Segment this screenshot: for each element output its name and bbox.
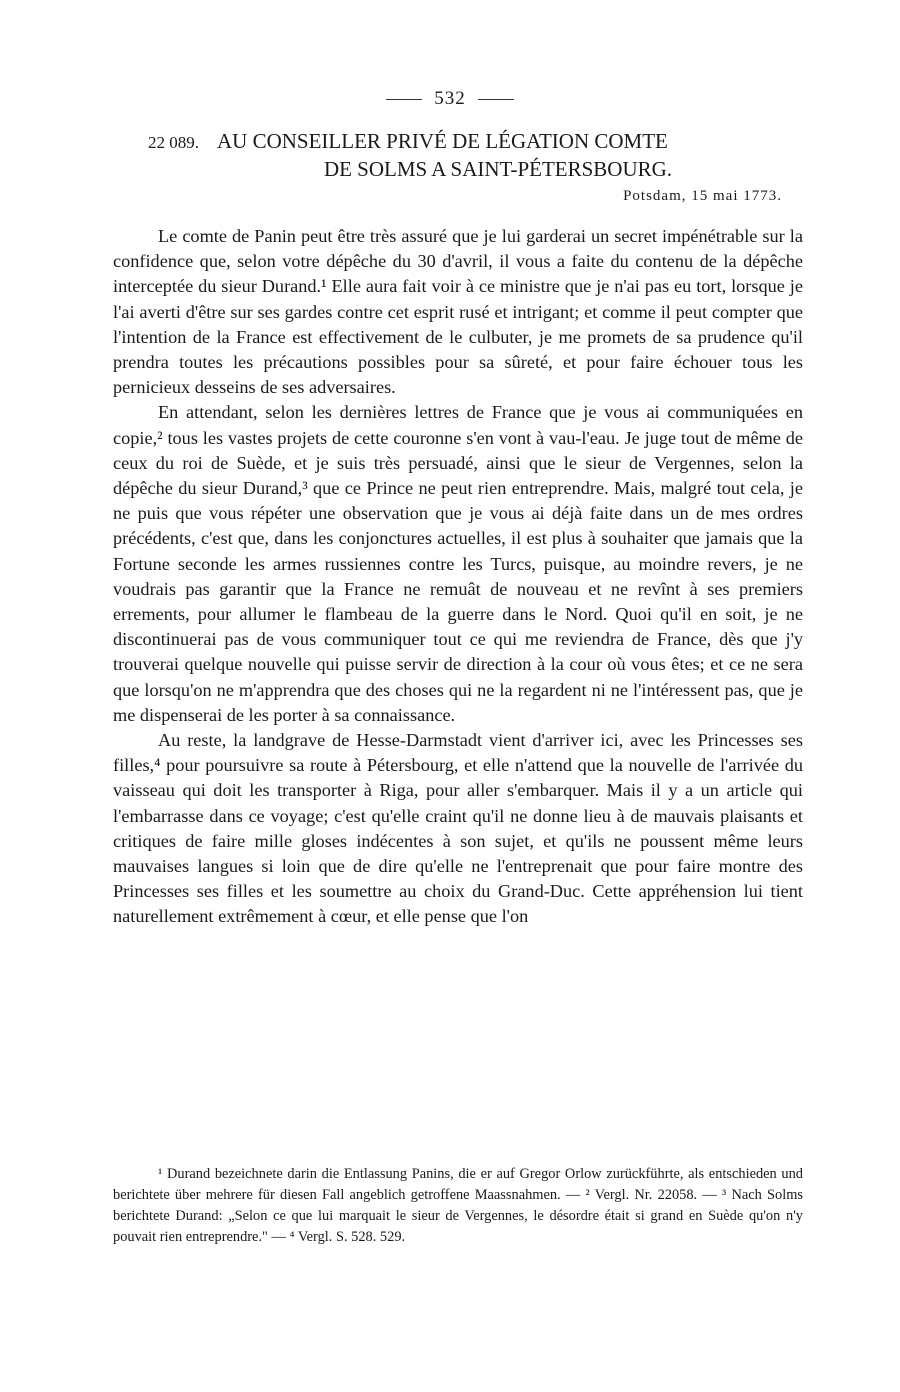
letter-heading [148, 128, 788, 182]
dash-left [386, 99, 422, 100]
footnote-text: ¹ Durand bezeichnete darin die Entlassung Panins, die er auf Gregor Orlow zurückführte, als entschieden und berichtete über mehrere für diesen Fall angeblich getroffene Maassnahmen. — ² Vergl. Nr. 22058. — ³ Nach Solms berichtete Durand: „Selon ce que lui marquait le sieur de Vergennes, le désordre était si grand en Suède qu'on n'y pouvait rien entreprendre." — ⁴ Vergl. S. 528. 529. [113, 1166, 803, 1245]
dateline: Potsdam, 15 mai 1773. [623, 188, 782, 204]
paragraph-1: Le comte de Panin peut être très assuré que je lui garderai un secret impénétrable sur la confidence que, selon votre dépêche du 30 d'avril, il vous a faite du contenu de la dépêche interceptée du sieur Durand.¹ Elle aura fait voir à ce ministre que je n'ai pas eu tort, lorsque je l'ai averti d'être sur ses gardes contre cet esprit rusé et intrigant; et comme il peut compter que l'intention de la France est effectivement de le culbuter, je me promets de sa prudence qu'il prendra toutes les précautions possibles pour sa sûreté, et pour faire échouer tous les pernicieux desseins de ses adversaires. [113, 226, 803, 398]
footnotes [113, 1164, 803, 1248]
dash-right [478, 99, 514, 100]
page-number: 532 [434, 88, 466, 109]
paragraph-3: Au reste, la landgrave de Hesse-Darmstadt vient d'arriver ici, avec les Princesses ses filles,⁴ pour poursuivre sa route à Pétersbourg, et elle n'attend que la nouvelle de l'arrivée du vaisseau qui doit les transporter à Riga, pour aller s'embarquer. Mais il y a un article qui l'embarrasse dans ce voyage; c'est qu'elle craint qu'il ne donne lieu à de mauvais plaisants et critiques de faire mille gloses indécentes à son sujet, et qu'ils ne poussent même leurs mauvaises langues si loin que de dire qu'elle ne l'entreprenait que pour faire montre des Princesses ses filles et les soumettre au choix du Grand-Duc. Cette appréhension lui tient naturellement extrêmement à cœur, et elle pense que l'on [113, 730, 803, 927]
letter-number: 22 089. [148, 133, 199, 152]
heading-line-1: AU CONSEILLER PRIVÉ DE LÉGATION COMTE [217, 129, 668, 153]
paragraph-2: En attendant, selon les dernières lettres de France que je vous ai communiquées en copie,² tous les vastes projets de cette couronne s'en vont à vau-l'eau. Je juge tout de même de ceux du roi de Suède, et je suis très persuadé, ainsi que le sieur de Vergennes, selon la dépêche du sieur Durand,³ que ce Prince ne peut rien entreprendre. Mais, malgré tout cela, je ne puis que vous répéter une observation que je vous ai déjà faite dans un de mes ordres précédents, c'est que, dans les conjonctures actuelles, il est plus à souhaiter que jamais que la Fortune seconde les armes russiennes contre les Turcs, puisque, au moindre revers, je ne voudrais pas garantir que la France ne remuât de nouveau et ne revînt à ses premiers errements, pour allumer le flambeau de la guerre dans le Nord. Quoi qu'il en soit, je ne discontinuerai pas de vous communiquer tout ce qui me reviendra de France, dès que j'y trouverai quelque nouvelle qui puisse servir de direction à la cour où vous êtes; et ce ne sera que lorsqu'on ne m'apprendra que des choses qui ne la regardent ni ne l'intéressent pas, que je me dispenserai de les porter à sa connaissance. [113, 402, 803, 725]
letter-body [113, 224, 803, 930]
page-number-line [0, 88, 900, 110]
heading-line-2: DE SOLMS A SAINT-PÉTERSBOURG. [323, 157, 673, 181]
